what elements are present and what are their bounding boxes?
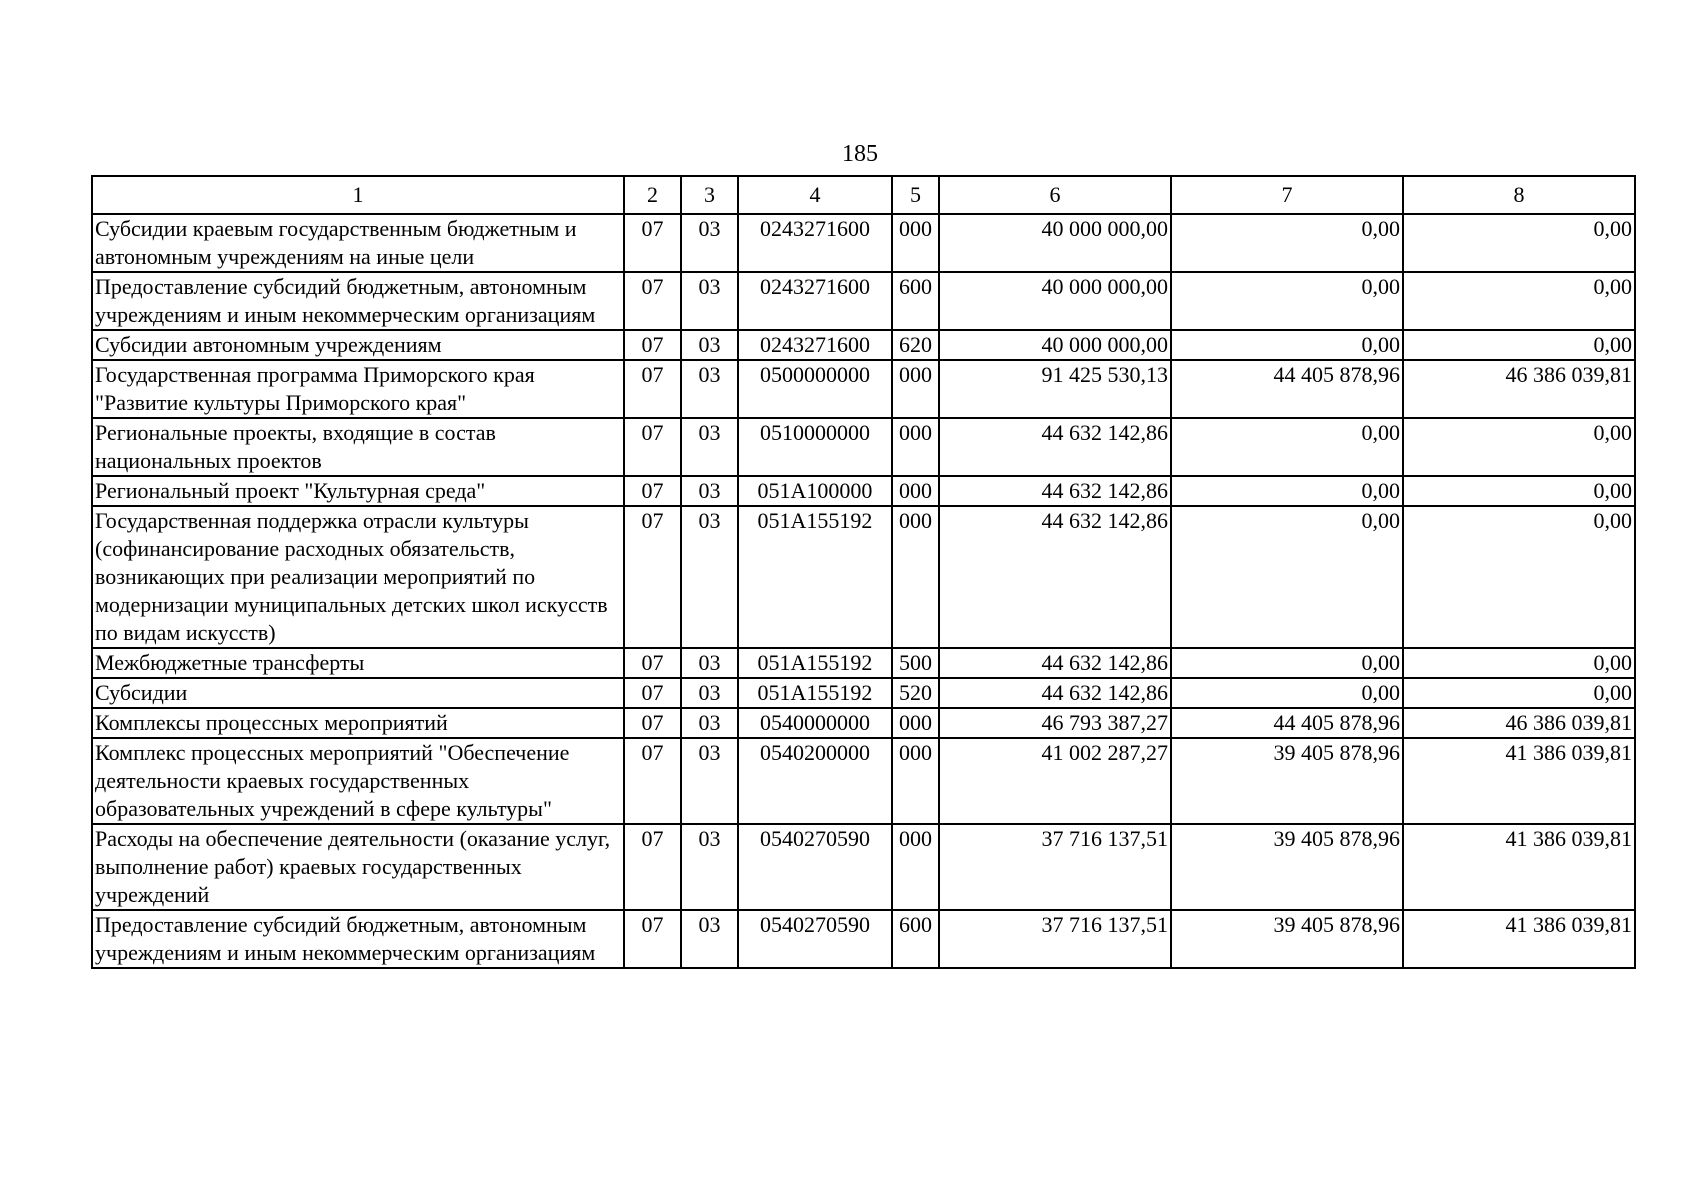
- table-row: [92, 330, 1635, 360]
- section-code-cell: 07: [624, 214, 681, 272]
- amount-col6-cell: 44 632 142,86: [939, 418, 1171, 476]
- table-body: [92, 214, 1635, 968]
- table-row: [92, 824, 1635, 910]
- amount-col7-cell: 44 405 878,96: [1171, 360, 1403, 418]
- table-row: [92, 506, 1635, 648]
- subsection-code-cell: 03: [681, 910, 738, 968]
- amount-col8-cell: 41 386 039,81: [1403, 824, 1635, 910]
- section-code-cell: 07: [624, 272, 681, 330]
- amount-col8-cell: 0,00: [1403, 476, 1635, 506]
- amount-col6-cell: 40 000 000,00: [939, 330, 1171, 360]
- amount-col7-cell: 0,00: [1171, 678, 1403, 708]
- row-name-cell: Расходы на обеспечение деятельности (оказание услуг, выполнение работ) краевых государственных учреждений: [92, 824, 624, 910]
- section-code-cell: 07: [624, 506, 681, 648]
- table-row: [92, 738, 1635, 824]
- target-article-cell: 051A155192: [738, 678, 892, 708]
- table-row: [92, 678, 1635, 708]
- column-header: 2: [624, 176, 681, 214]
- subsection-code-cell: 03: [681, 360, 738, 418]
- row-name-cell: Комплекс процессных мероприятий "Обеспечение деятельности краевых государственных образовательных учреждений в сфере культуры": [92, 738, 624, 824]
- target-article-cell: 051A155192: [738, 648, 892, 678]
- target-article-cell: 051A155192: [738, 506, 892, 648]
- row-name-cell: Межбюджетные трансферты: [92, 648, 624, 678]
- section-code-cell: 07: [624, 910, 681, 968]
- subsection-code-cell: 03: [681, 272, 738, 330]
- target-article-cell: 0510000000: [738, 418, 892, 476]
- subsection-code-cell: 03: [681, 738, 738, 824]
- subsection-code-cell: 03: [681, 330, 738, 360]
- amount-col6-cell: 41 002 287,27: [939, 738, 1171, 824]
- amount-col6-cell: 44 632 142,86: [939, 476, 1171, 506]
- amount-col8-cell: 0,00: [1403, 214, 1635, 272]
- expense-type-cell: 000: [892, 418, 939, 476]
- expense-type-cell: 000: [892, 738, 939, 824]
- amount-col7-cell: 39 405 878,96: [1171, 738, 1403, 824]
- subsection-code-cell: 03: [681, 708, 738, 738]
- expense-type-cell: 000: [892, 708, 939, 738]
- section-code-cell: 07: [624, 648, 681, 678]
- section-code-cell: 07: [624, 738, 681, 824]
- amount-col8-cell: 41 386 039,81: [1403, 910, 1635, 968]
- amount-col8-cell: 41 386 039,81: [1403, 738, 1635, 824]
- subsection-code-cell: 03: [681, 824, 738, 910]
- row-name-cell: Субсидии: [92, 678, 624, 708]
- table-row: [92, 708, 1635, 738]
- target-article-cell: 051A100000: [738, 476, 892, 506]
- amount-col6-cell: 46 793 387,27: [939, 708, 1171, 738]
- amount-col8-cell: 0,00: [1403, 678, 1635, 708]
- amount-col8-cell: 46 386 039,81: [1403, 360, 1635, 418]
- target-article-cell: 0243271600: [738, 330, 892, 360]
- target-article-cell: 0500000000: [738, 360, 892, 418]
- expense-type-cell: 600: [892, 910, 939, 968]
- expense-type-cell: 000: [892, 506, 939, 648]
- amount-col7-cell: 0,00: [1171, 506, 1403, 648]
- row-name-cell: Предоставление субсидий бюджетным, автономным учреждениям и иным некоммерческим организациям: [92, 272, 624, 330]
- column-header: 5: [892, 176, 939, 214]
- expense-type-cell: 600: [892, 272, 939, 330]
- amount-col8-cell: 0,00: [1403, 272, 1635, 330]
- row-name-cell: Государственная поддержка отрасли культуры (софинансирование расходных обязательств, возникающих при реализации мероприятий по модернизации муниципальных детских школ искусств по видам искусств): [92, 506, 624, 648]
- expense-type-cell: 000: [892, 476, 939, 506]
- section-code-cell: 07: [624, 330, 681, 360]
- table-row: [92, 648, 1635, 678]
- table-row: [92, 476, 1635, 506]
- target-article-cell: 0540270590: [738, 824, 892, 910]
- amount-col7-cell: 0,00: [1171, 330, 1403, 360]
- table-row: [92, 214, 1635, 272]
- subsection-code-cell: 03: [681, 678, 738, 708]
- row-name-cell: Предоставление субсидий бюджетным, автономным учреждениям и иным некоммерческим организациям: [92, 910, 624, 968]
- amount-col6-cell: 37 716 137,51: [939, 910, 1171, 968]
- expense-type-cell: 000: [892, 824, 939, 910]
- amount-col8-cell: 0,00: [1403, 418, 1635, 476]
- column-header: 6: [939, 176, 1171, 214]
- table-row: [92, 360, 1635, 418]
- expense-type-cell: 520: [892, 678, 939, 708]
- target-article-cell: 0243271600: [738, 214, 892, 272]
- expense-type-cell: 000: [892, 360, 939, 418]
- amount-col6-cell: 44 632 142,86: [939, 678, 1171, 708]
- column-header: 3: [681, 176, 738, 214]
- amount-col6-cell: 44 632 142,86: [939, 506, 1171, 648]
- row-name-cell: Государственная программа Приморского края "Развитие культуры Приморского края": [92, 360, 624, 418]
- budget-table: [91, 175, 1636, 969]
- amount-col6-cell: 40 000 000,00: [939, 272, 1171, 330]
- subsection-code-cell: 03: [681, 214, 738, 272]
- amount-col7-cell: 0,00: [1171, 418, 1403, 476]
- page-number: 185: [842, 141, 878, 167]
- section-code-cell: 07: [624, 476, 681, 506]
- amount-col8-cell: 0,00: [1403, 330, 1635, 360]
- subsection-code-cell: 03: [681, 506, 738, 648]
- row-name-cell: Комплексы процессных мероприятий: [92, 708, 624, 738]
- row-name-cell: Региональный проект "Культурная среда": [92, 476, 624, 506]
- row-name-cell: Региональные проекты, входящие в состав национальных проектов: [92, 418, 624, 476]
- column-header: 4: [738, 176, 892, 214]
- table-row: [92, 272, 1635, 330]
- amount-col8-cell: 0,00: [1403, 506, 1635, 648]
- section-code-cell: 07: [624, 678, 681, 708]
- target-article-cell: 0540270590: [738, 910, 892, 968]
- column-header: 7: [1171, 176, 1403, 214]
- target-article-cell: 0540000000: [738, 708, 892, 738]
- expense-type-cell: 500: [892, 648, 939, 678]
- amount-col7-cell: 39 405 878,96: [1171, 910, 1403, 968]
- row-name-cell: Субсидии краевым государственным бюджетным и автономным учреждениям на иные цели: [92, 214, 624, 272]
- amount-col7-cell: 44 405 878,96: [1171, 708, 1403, 738]
- amount-col8-cell: 0,00: [1403, 648, 1635, 678]
- expense-type-cell: 000: [892, 214, 939, 272]
- row-name-cell: Субсидии автономным учреждениям: [92, 330, 624, 360]
- amount-col7-cell: 0,00: [1171, 272, 1403, 330]
- section-code-cell: 07: [624, 824, 681, 910]
- amount-col6-cell: 44 632 142,86: [939, 648, 1171, 678]
- section-code-cell: 07: [624, 360, 681, 418]
- amount-col7-cell: 0,00: [1171, 476, 1403, 506]
- subsection-code-cell: 03: [681, 476, 738, 506]
- subsection-code-cell: 03: [681, 418, 738, 476]
- amount-col8-cell: 46 386 039,81: [1403, 708, 1635, 738]
- section-code-cell: 07: [624, 418, 681, 476]
- column-header: 1: [92, 176, 624, 214]
- section-code-cell: 07: [624, 708, 681, 738]
- table-row: [92, 910, 1635, 968]
- amount-col7-cell: 39 405 878,96: [1171, 824, 1403, 910]
- amount-col7-cell: 0,00: [1171, 648, 1403, 678]
- target-article-cell: 0243271600: [738, 272, 892, 330]
- amount-col6-cell: 40 000 000,00: [939, 214, 1171, 272]
- expense-type-cell: 620: [892, 330, 939, 360]
- amount-col7-cell: 0,00: [1171, 214, 1403, 272]
- subsection-code-cell: 03: [681, 648, 738, 678]
- amount-col6-cell: 37 716 137,51: [939, 824, 1171, 910]
- amount-col6-cell: 91 425 530,13: [939, 360, 1171, 418]
- header-row: [92, 176, 1635, 214]
- table-row: [92, 418, 1635, 476]
- target-article-cell: 0540200000: [738, 738, 892, 824]
- column-header: 8: [1403, 176, 1635, 214]
